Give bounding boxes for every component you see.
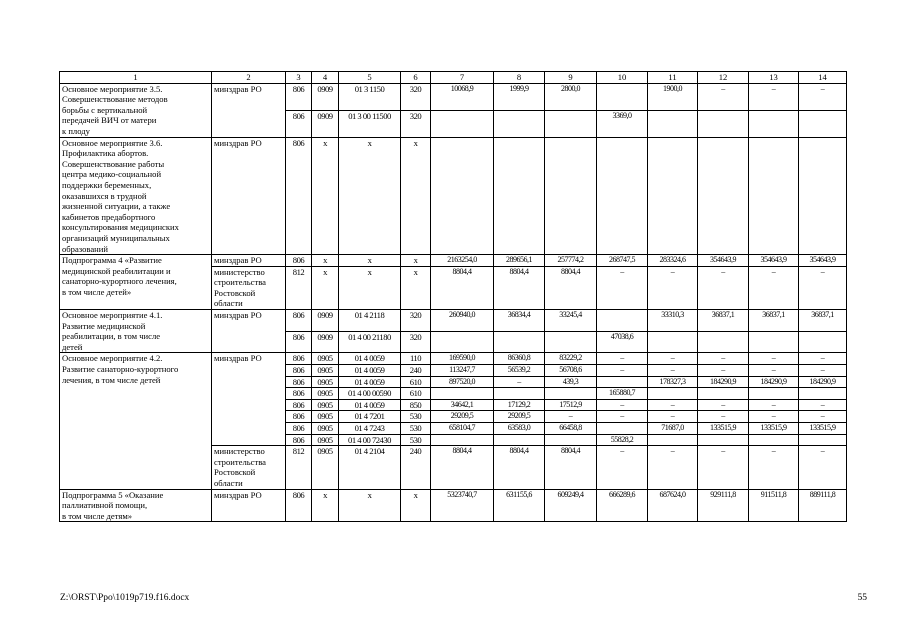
value-cell <box>698 110 749 137</box>
value-cell: 812 <box>286 446 312 489</box>
value-cell: – <box>749 399 799 411</box>
value-cell: 897520,0 <box>431 376 494 388</box>
value-cell: – <box>698 446 749 489</box>
value-cell: 17129,2 <box>494 399 545 411</box>
executor-line: минздрав РО <box>214 353 262 364</box>
value-cell <box>431 331 494 353</box>
value-cell: x <box>312 137 339 255</box>
value-cell: 806 <box>286 83 312 110</box>
executor-line: минздрав РО <box>214 310 262 321</box>
value-cell: 0905 <box>312 353 339 365</box>
value-cell: 36834,4 <box>494 310 545 332</box>
value-cell: x <box>339 255 401 267</box>
value-cell: 609249,4 <box>545 489 597 522</box>
value-cell: 806 <box>286 353 312 365</box>
value-cell <box>494 110 545 137</box>
value-cell <box>648 137 698 255</box>
value-cell: x <box>401 489 431 522</box>
executor-line: министерство <box>214 446 265 457</box>
activity-name-line: Развитие медицинской <box>62 320 146 331</box>
executor-line: минздрав РО <box>214 137 262 148</box>
value-cell: 806 <box>286 331 312 353</box>
value-cell: 0909 <box>312 331 339 353</box>
value-cell: – <box>698 353 749 365</box>
executor-cell <box>212 310 286 353</box>
value-cell: 806 <box>286 388 312 400</box>
value-cell: 806 <box>286 399 312 411</box>
value-cell <box>597 83 648 110</box>
value-cell: – <box>648 399 698 411</box>
value-cell: 806 <box>286 110 312 137</box>
value-cell: 63583,0 <box>494 423 545 435</box>
column-number-cell: 6 <box>401 72 431 84</box>
value-cell: 806 <box>286 255 312 267</box>
activity-name-line: жизненной ситуации, а также <box>62 201 171 212</box>
value-cell: 530 <box>401 423 431 435</box>
value-cell: 01 3 00 11500 <box>339 110 401 137</box>
value-cell: 165880,7 <box>597 388 648 400</box>
executor-cell <box>212 446 286 489</box>
value-cell: 806 <box>286 489 312 522</box>
column-number-cell: 7 <box>431 72 494 84</box>
value-cell: 8804,4 <box>494 266 545 309</box>
column-number-cell: 10 <box>597 72 648 84</box>
value-cell: 47038,6 <box>597 331 648 353</box>
table-row <box>60 137 847 255</box>
value-cell: – <box>799 399 847 411</box>
column-number-cell: 2 <box>212 72 286 84</box>
activity-name-line: в том числе детям» <box>62 510 133 521</box>
column-number-cell: 11 <box>648 72 698 84</box>
value-cell <box>545 388 597 400</box>
value-cell: 184290,9 <box>799 376 847 388</box>
value-cell: 184290,9 <box>749 376 799 388</box>
value-cell: 8804,4 <box>431 266 494 309</box>
value-cell: 01 4 00 21180 <box>339 331 401 353</box>
value-cell: 66458,8 <box>545 423 597 435</box>
value-cell: 01 4 2104 <box>339 446 401 489</box>
value-cell: 0905 <box>312 376 339 388</box>
activity-name-line: лечения, в том числе детей <box>62 374 161 385</box>
value-cell: 806 <box>286 423 312 435</box>
activity-name-cell <box>60 137 212 255</box>
activity-name-line: Основное мероприятие 4.1. <box>62 310 163 321</box>
value-cell: 806 <box>286 434 312 446</box>
activity-name-line: организаций муниципальных <box>62 232 170 243</box>
value-cell <box>648 331 698 353</box>
value-cell: – <box>698 411 749 423</box>
value-cell <box>698 331 749 353</box>
footer-file-path: Z:\ORST\Ppo\1019p719.f16.docx <box>60 593 190 603</box>
activity-name-line: Основное мероприятие 4.2. <box>62 353 163 364</box>
value-cell: 169590,0 <box>431 353 494 365</box>
activity-name-line: в том числе детей» <box>62 286 132 297</box>
executor-line: Ростовской <box>214 467 256 478</box>
value-cell: – <box>648 365 698 377</box>
value-cell: 889111,8 <box>799 489 847 522</box>
activity-name-cell <box>60 255 212 310</box>
value-cell: 110 <box>401 353 431 365</box>
value-cell: 320 <box>401 110 431 137</box>
value-cell: – <box>698 365 749 377</box>
value-cell: 0905 <box>312 388 339 400</box>
value-cell: 178327,3 <box>648 376 698 388</box>
program-table <box>59 71 847 522</box>
activity-name-line: поддержки беременных, <box>62 179 152 190</box>
column-number-cell: 3 <box>286 72 312 84</box>
executor-cell <box>212 266 286 309</box>
executor-line: минздрав РО <box>214 489 262 500</box>
value-cell: 0905 <box>312 423 339 435</box>
value-cell: 268747,5 <box>597 255 648 267</box>
value-cell: 610 <box>401 388 431 400</box>
value-cell: – <box>799 266 847 309</box>
value-cell <box>749 137 799 255</box>
value-cell: 289656,1 <box>494 255 545 267</box>
executor-cell <box>212 353 286 446</box>
value-cell: – <box>648 411 698 423</box>
column-number-cell: 14 <box>799 72 847 84</box>
activity-name-line: Основное мероприятие 3.6. <box>62 137 163 148</box>
executor-line: минздрав РО <box>214 83 262 94</box>
value-cell: – <box>545 411 597 423</box>
activity-name-cell <box>60 310 212 353</box>
value-cell: 8804,4 <box>494 446 545 489</box>
value-cell: 55828,2 <box>597 434 648 446</box>
activity-name-line: санаторно-курортного лечения, <box>62 276 177 287</box>
value-cell: 666289,6 <box>597 489 648 522</box>
value-cell: x <box>339 137 401 255</box>
column-number-cell: 8 <box>494 72 545 84</box>
value-cell: 01 4 0059 <box>339 353 401 365</box>
value-cell: – <box>698 266 749 309</box>
activity-name-line: центра медико-социальной <box>62 169 162 180</box>
value-cell <box>597 376 648 388</box>
value-cell: 133515,9 <box>799 423 847 435</box>
value-cell: 687624,0 <box>648 489 698 522</box>
value-cell <box>597 423 648 435</box>
value-cell: – <box>597 411 648 423</box>
value-cell: 01 4 00 00590 <box>339 388 401 400</box>
value-cell: 3369,0 <box>597 110 648 137</box>
value-cell: 658104,7 <box>431 423 494 435</box>
value-cell: 0905 <box>312 446 339 489</box>
value-cell <box>494 388 545 400</box>
value-cell <box>799 388 847 400</box>
value-cell: – <box>749 83 799 110</box>
value-cell: – <box>749 446 799 489</box>
value-cell: – <box>597 365 648 377</box>
value-cell <box>799 137 847 255</box>
value-cell <box>431 434 494 446</box>
value-cell <box>597 310 648 332</box>
value-cell: 5323740,7 <box>431 489 494 522</box>
activity-name-line: медицинской реабилитации и <box>62 265 171 276</box>
value-cell: 850 <box>401 399 431 411</box>
value-cell: – <box>749 353 799 365</box>
value-cell: x <box>401 137 431 255</box>
value-cell: 36837,1 <box>749 310 799 332</box>
value-cell: 34642,1 <box>431 399 494 411</box>
value-cell: 2800,0 <box>545 83 597 110</box>
value-cell: 631155,6 <box>494 489 545 522</box>
value-cell <box>494 137 545 255</box>
value-cell: x <box>312 489 339 522</box>
table-row <box>60 489 847 522</box>
value-cell <box>799 331 847 353</box>
value-cell <box>749 110 799 137</box>
value-cell: 01 4 2118 <box>339 310 401 332</box>
activity-name-line: образований <box>62 243 108 254</box>
value-cell: 01 4 0059 <box>339 399 401 411</box>
value-cell: 1999,9 <box>494 83 545 110</box>
value-cell: 71687,0 <box>648 423 698 435</box>
value-cell <box>749 434 799 446</box>
value-cell: 01 4 0059 <box>339 365 401 377</box>
value-cell: 01 4 0059 <box>339 376 401 388</box>
table-row <box>60 353 847 365</box>
value-cell: – <box>749 365 799 377</box>
value-cell: 806 <box>286 411 312 423</box>
activity-name-line: Подпрограмма 4 «Развитие <box>62 255 162 266</box>
value-cell: x <box>339 266 401 309</box>
page-number: 55 <box>857 593 867 603</box>
value-cell <box>494 331 545 353</box>
table-header-row <box>60 72 847 84</box>
value-cell <box>799 110 847 137</box>
activity-name-line: Профилактика абортов. <box>62 148 149 159</box>
value-cell: 0905 <box>312 365 339 377</box>
value-cell <box>431 110 494 137</box>
activity-name-line: Развитие санаторно-курортного <box>62 364 179 375</box>
value-cell: 0909 <box>312 83 339 110</box>
value-cell: – <box>494 376 545 388</box>
activity-name-line: Основное мероприятие 3.5. <box>62 83 163 94</box>
column-number-cell: 13 <box>749 72 799 84</box>
value-cell <box>494 434 545 446</box>
executor-line: строительства <box>214 456 266 467</box>
activity-name-line: реабилитации, в том числе <box>62 331 161 342</box>
activity-name-line: консультирования медицинских <box>62 222 179 233</box>
value-cell: x <box>401 266 431 309</box>
value-cell: 8804,4 <box>431 446 494 489</box>
column-number-cell: 4 <box>312 72 339 84</box>
value-cell: – <box>799 83 847 110</box>
value-cell: 283324,6 <box>648 255 698 267</box>
value-cell: x <box>312 266 339 309</box>
value-cell <box>431 388 494 400</box>
value-cell: 530 <box>401 434 431 446</box>
value-cell: 806 <box>286 310 312 332</box>
value-cell: 354643,9 <box>749 255 799 267</box>
value-cell: – <box>799 446 847 489</box>
executor-cell <box>212 255 286 267</box>
value-cell: – <box>648 266 698 309</box>
activity-name-line: паллиативной помощи, <box>62 500 148 511</box>
value-cell: – <box>698 83 749 110</box>
value-cell: 17512,9 <box>545 399 597 411</box>
activity-name-line: Совершенствование методов <box>62 94 168 105</box>
value-cell: 439,3 <box>545 376 597 388</box>
value-cell: 29209,5 <box>494 411 545 423</box>
value-cell: 36837,1 <box>698 310 749 332</box>
value-cell <box>597 137 648 255</box>
value-cell: 240 <box>401 446 431 489</box>
value-cell: – <box>749 266 799 309</box>
value-cell: 320 <box>401 310 431 332</box>
value-cell: – <box>597 353 648 365</box>
value-cell: 806 <box>286 376 312 388</box>
value-cell: x <box>339 489 401 522</box>
value-cell: – <box>648 353 698 365</box>
value-cell: 320 <box>401 83 431 110</box>
value-cell: 01 3 1150 <box>339 83 401 110</box>
executor-line: Ростовской <box>214 287 256 298</box>
value-cell: 56708,6 <box>545 365 597 377</box>
value-cell: x <box>401 255 431 267</box>
value-cell: 8804,4 <box>545 446 597 489</box>
executor-line: области <box>214 298 243 309</box>
value-cell: 133515,9 <box>749 423 799 435</box>
activity-name-line: оказавшихся в трудной <box>62 190 147 201</box>
value-cell: – <box>648 446 698 489</box>
value-cell: 10068,9 <box>431 83 494 110</box>
executor-line: минздрав РО <box>214 255 262 266</box>
value-cell <box>749 388 799 400</box>
activity-name-line: детей <box>62 341 83 352</box>
activity-name-line: Совершенствование работы <box>62 158 165 169</box>
column-number-cell: 9 <box>545 72 597 84</box>
table-row <box>60 83 847 110</box>
activity-name-cell <box>60 353 212 489</box>
executor-cell <box>212 137 286 255</box>
value-cell: – <box>597 446 648 489</box>
value-cell: 911511,8 <box>749 489 799 522</box>
value-cell <box>545 434 597 446</box>
value-cell <box>698 137 749 255</box>
value-cell: 83229,2 <box>545 353 597 365</box>
value-cell: 113247,7 <box>431 365 494 377</box>
value-cell: 257774,2 <box>545 255 597 267</box>
value-cell: 86360,8 <box>494 353 545 365</box>
value-cell <box>545 137 597 255</box>
value-cell: 2163254,0 <box>431 255 494 267</box>
value-cell: 0905 <box>312 434 339 446</box>
value-cell: 01 4 7243 <box>339 423 401 435</box>
value-cell: 1900,0 <box>648 83 698 110</box>
value-cell: – <box>749 411 799 423</box>
table-row <box>60 310 847 332</box>
value-cell <box>749 331 799 353</box>
value-cell <box>698 434 749 446</box>
value-cell <box>648 434 698 446</box>
value-cell: 354643,9 <box>799 255 847 267</box>
value-cell: – <box>597 399 648 411</box>
value-cell: 929111,8 <box>698 489 749 522</box>
activity-name-line: Подпрограмма 5 «Оказание <box>62 489 164 500</box>
executor-cell <box>212 489 286 522</box>
value-cell: 610 <box>401 376 431 388</box>
activity-name-line: передачей ВИЧ от матери <box>62 115 157 126</box>
activity-name-line: кабинетов предабортного <box>62 211 156 222</box>
value-cell: 806 <box>286 365 312 377</box>
value-cell: 0905 <box>312 411 339 423</box>
value-cell: – <box>799 411 847 423</box>
value-cell: 530 <box>401 411 431 423</box>
column-number-cell: 5 <box>339 72 401 84</box>
column-number-cell: 12 <box>698 72 749 84</box>
value-cell <box>431 137 494 255</box>
value-cell <box>648 388 698 400</box>
value-cell: – <box>698 399 749 411</box>
value-cell: 260940,0 <box>431 310 494 332</box>
value-cell: 0909 <box>312 310 339 332</box>
value-cell: 133515,9 <box>698 423 749 435</box>
value-cell: 184290,9 <box>698 376 749 388</box>
activity-name-line: борьбы с вертикальной <box>62 104 148 115</box>
activity-name-cell <box>60 83 212 137</box>
value-cell: 33310,3 <box>648 310 698 332</box>
value-cell <box>698 388 749 400</box>
value-cell <box>545 110 597 137</box>
value-cell: 354643,9 <box>698 255 749 267</box>
value-cell: – <box>597 266 648 309</box>
executor-line: области <box>214 477 243 488</box>
value-cell: 320 <box>401 331 431 353</box>
value-cell: – <box>799 365 847 377</box>
value-cell: – <box>799 353 847 365</box>
value-cell: 806 <box>286 137 312 255</box>
value-cell: 56539,2 <box>494 365 545 377</box>
value-cell <box>648 110 698 137</box>
table-row <box>60 255 847 267</box>
executor-cell <box>212 83 286 137</box>
value-cell <box>545 331 597 353</box>
value-cell: 812 <box>286 266 312 309</box>
value-cell: 01 4 7201 <box>339 411 401 423</box>
value-cell: x <box>312 255 339 267</box>
value-cell <box>799 434 847 446</box>
value-cell: 36837,1 <box>799 310 847 332</box>
value-cell: 29209,5 <box>431 411 494 423</box>
value-cell: 0905 <box>312 399 339 411</box>
value-cell: 0909 <box>312 110 339 137</box>
activity-name-line: к плоду <box>62 125 90 136</box>
activity-name-cell <box>60 489 212 522</box>
value-cell: 240 <box>401 365 431 377</box>
executor-line: строительства <box>214 277 266 288</box>
executor-line: министерство <box>214 266 265 277</box>
value-cell: 33245,4 <box>545 310 597 332</box>
value-cell: 01 4 00 72430 <box>339 434 401 446</box>
column-number-cell: 1 <box>60 72 212 84</box>
value-cell: 8804,4 <box>545 266 597 309</box>
